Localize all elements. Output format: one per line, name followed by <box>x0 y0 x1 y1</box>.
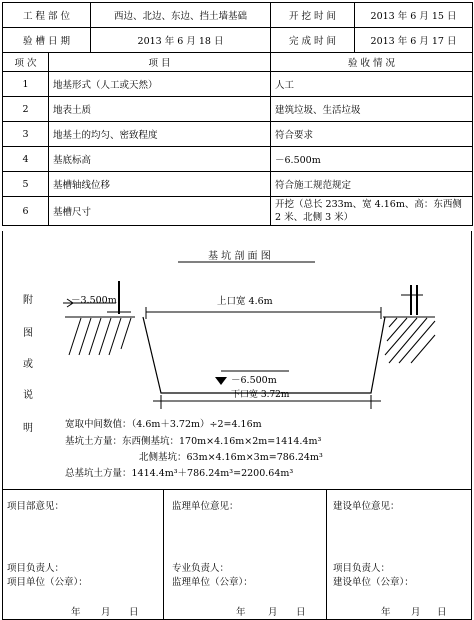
row-result: 建筑垃圾、生活垃圾 <box>271 97 473 122</box>
date-year: 年 <box>381 607 391 618</box>
calc-line: 北侧基坑：63m×4.16m×3m=786.24m³ <box>139 452 323 463</box>
header-row-1 <box>3 3 473 28</box>
start-time-label: 开 挖 时 间 <box>271 3 355 28</box>
signature-section <box>2 489 472 620</box>
row-item: 基底标高 <box>49 147 271 172</box>
pit-section-area <box>2 231 472 489</box>
date-month: 月 <box>268 607 278 618</box>
table-row <box>3 122 473 147</box>
date-day: 日 <box>129 607 139 618</box>
top-width-label: 上口宽 4.6m <box>217 296 273 307</box>
row-item: 基槽轴线位移 <box>49 172 271 197</box>
col-no-header: 项 次 <box>3 53 49 72</box>
sketch-title: 基 坑 剖 面 图 <box>208 251 271 262</box>
date-year: 年 <box>71 607 81 618</box>
row-result: 开挖（总长 233m、宽 4.16m、高：东西侧 2 米、北侧 3 米） <box>271 197 473 226</box>
signature-person: 项目负责人： <box>333 563 391 574</box>
start-time-value: 2013 年 6 月 15 日 <box>355 3 473 28</box>
column-header-row <box>3 53 473 72</box>
date-day: 日 <box>437 607 447 618</box>
row-no: 5 <box>3 172 49 197</box>
date-day: 日 <box>296 607 306 618</box>
signature-person: 专业负责人： <box>172 563 230 574</box>
row-result: －6.500m <box>271 147 473 172</box>
row-item: 地表土质 <box>49 97 271 122</box>
header-row-2 <box>3 28 473 53</box>
signature-unit: 建设单位（公章）： <box>333 577 414 588</box>
col-result-header: 验 收 情 况 <box>271 53 473 72</box>
side-label-char: 明 <box>23 423 33 434</box>
row-item: 地基形式（人工或天然） <box>49 72 271 97</box>
side-label-char: 或 <box>23 359 33 370</box>
col-item-header: 项 目 <box>49 53 271 72</box>
finish-time-value: 2013 年 6 月 17 日 <box>355 28 473 53</box>
row-result: 符合要求 <box>271 122 473 147</box>
row-no: 4 <box>3 147 49 172</box>
calc-line: 宽取中间数值：（4.6m＋3.72m）÷2=4.16m <box>65 419 262 430</box>
table-row <box>3 172 473 197</box>
signature-column <box>326 490 471 619</box>
signature-person: 项目负责人： <box>7 563 65 574</box>
project-part-label: 工 程 部 位 <box>3 3 91 28</box>
row-item: 地基土的均匀、密致程度 <box>49 122 271 147</box>
project-part-value: 西边、北边、东边、挡土墙基础 <box>91 3 271 28</box>
inspect-date-value: 2013 年 6 月 18 日 <box>91 28 271 53</box>
finish-time-label: 完 成 时 间 <box>271 28 355 53</box>
row-no: 2 <box>3 97 49 122</box>
row-no: 3 <box>3 122 49 147</box>
ground-level-label: －3.500m <box>71 295 117 306</box>
inspection-table <box>2 2 473 226</box>
date-month: 月 <box>411 607 421 618</box>
left-ground-hatch <box>69 318 131 355</box>
side-label-char: 说 <box>23 390 33 401</box>
signature-unit: 监理单位（公章）： <box>172 577 253 588</box>
row-result: 人工 <box>271 72 473 97</box>
right-ground-hatch <box>385 318 435 363</box>
side-label-char: 图 <box>23 328 33 339</box>
date-year: 年 <box>236 607 246 618</box>
inspect-date-label: 验 槽 日 期 <box>3 28 91 53</box>
bottom-level-label: －6.500m <box>231 375 277 386</box>
signature-title: 建设单位意见： <box>333 501 400 512</box>
signature-column <box>3 490 163 619</box>
signature-column <box>163 490 327 619</box>
date-month: 月 <box>101 607 111 618</box>
table-row <box>3 197 473 226</box>
signature-title: 监理单位意见： <box>172 501 239 512</box>
calc-line: 基坑土方量：东西侧基坑：170m×4.16m×2m=1414.4m³ <box>65 436 322 447</box>
row-result: 符合施工规范规定 <box>271 172 473 197</box>
calc-line: 总基坑土方量：1414.4m³＋786.24m³=2200.64m³ <box>65 468 294 479</box>
signature-title: 项目部意见： <box>7 501 65 512</box>
side-label-char: 附 <box>23 295 33 306</box>
signature-unit: 项目单位（公章）： <box>7 577 88 588</box>
table-row <box>3 97 473 122</box>
row-no: 6 <box>3 197 49 226</box>
row-item: 基槽尺寸 <box>49 197 271 226</box>
table-row <box>3 72 473 97</box>
table-row <box>3 147 473 172</box>
bottom-width-label: 下口宽 3.72m <box>231 390 290 400</box>
row-no: 1 <box>3 72 49 97</box>
bottom-level-arrow <box>215 377 227 385</box>
